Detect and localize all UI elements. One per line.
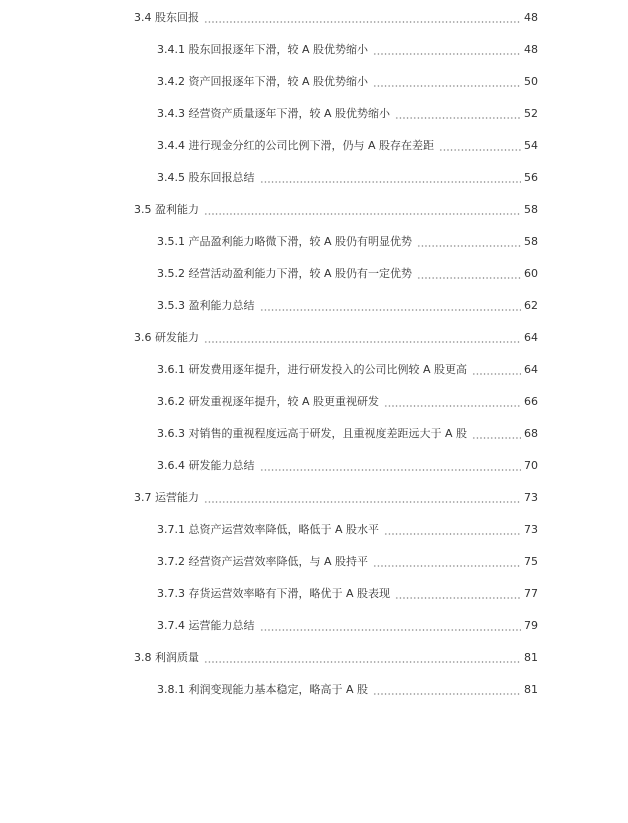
toc-page-number: 56	[524, 171, 538, 184]
toc-entry-label	[157, 297, 257, 315]
toc-entry-label	[157, 425, 469, 443]
dot-leader	[395, 585, 521, 603]
toc-entry-number: 3.5.1	[157, 235, 185, 248]
toc-subsection-entry[interactable]	[157, 73, 538, 91]
toc-entry-title: 盈利能力总结	[188, 299, 255, 312]
toc-subsection-entry[interactable]	[157, 361, 538, 379]
toc-entry-label	[157, 105, 392, 123]
toc-page-number: 62	[524, 299, 538, 312]
toc-section-entry[interactable]	[134, 489, 538, 507]
dot-leader	[472, 425, 521, 443]
toc-entry-label	[157, 393, 381, 411]
toc-page-number: 52	[524, 107, 538, 120]
toc-entry-number: 3.5	[134, 203, 152, 216]
toc-page-number: 81	[524, 651, 538, 664]
toc-entry-number: 3.5.3	[157, 299, 185, 312]
toc-entry-label	[157, 457, 257, 475]
dot-leader	[373, 73, 521, 91]
toc-entry-label	[157, 585, 392, 603]
toc-entry-title: 存货运营效率略有下滑，略优于 A 股表现	[188, 587, 391, 600]
toc-entry-label	[157, 553, 370, 571]
toc-page-number: 54	[524, 139, 538, 152]
dot-leader	[384, 393, 521, 411]
toc-page-number: 77	[524, 587, 538, 600]
toc-entry-label	[157, 617, 257, 635]
toc-entry-title: 股东回报	[155, 11, 199, 24]
toc-entry-label	[157, 41, 370, 59]
dot-leader	[204, 649, 521, 667]
toc-entry-number: 3.6.4	[157, 459, 185, 472]
toc-subsection-entry[interactable]	[157, 393, 538, 411]
dot-leader	[373, 681, 521, 699]
toc-subsection-entry[interactable]	[157, 169, 538, 187]
dot-leader	[204, 329, 521, 347]
toc-page-number: 75	[524, 555, 538, 568]
toc-entry-number: 3.6.3	[157, 427, 185, 440]
toc-section-entry[interactable]	[134, 329, 538, 347]
toc-subsection-entry[interactable]	[157, 617, 538, 635]
toc-subsection-entry[interactable]	[157, 425, 538, 443]
toc-page-number: 66	[524, 395, 538, 408]
toc-entry-title: 研发能力总结	[188, 459, 255, 472]
toc-entry-label	[157, 233, 414, 251]
toc-entry-title: 运营能力	[155, 491, 199, 504]
toc-entry-title: 利润质量	[155, 651, 199, 664]
toc-section-entry[interactable]	[134, 649, 538, 667]
toc-entry-number: 3.8.1	[157, 683, 185, 696]
toc-page-number: 48	[524, 43, 538, 56]
toc-entry-number: 3.7.4	[157, 619, 185, 632]
toc-entry-title: 经营资产运营效率降低，与 A 股持平	[188, 555, 369, 568]
toc-entry-label	[157, 265, 414, 283]
toc-entry-number: 3.7	[134, 491, 152, 504]
toc-entry-title: 研发能力	[155, 331, 199, 344]
toc-subsection-entry[interactable]	[157, 105, 538, 123]
toc-page-number: 73	[524, 491, 538, 504]
toc-page-number: 64	[524, 363, 538, 376]
toc-entry-number: 3.8	[134, 651, 152, 664]
toc-entry-label	[157, 681, 370, 699]
toc-page-number: 79	[524, 619, 538, 632]
toc-page-number: 58	[524, 203, 538, 216]
toc-subsection-entry[interactable]	[157, 521, 538, 539]
toc-section-entry[interactable]	[134, 201, 538, 219]
toc-entry-title: 经营资产质量逐年下滑，较 A 股优势缩小	[188, 107, 391, 120]
toc-subsection-entry[interactable]	[157, 681, 538, 699]
toc-entry-title: 资产回报逐年下滑，较 A 股优势缩小	[188, 75, 369, 88]
toc-entry-title: 产品盈利能力略微下滑，较 A 股仍有明显优势	[188, 235, 413, 248]
toc-page-number: 64	[524, 331, 538, 344]
toc-entry-title: 盈利能力	[155, 203, 199, 216]
dot-leader	[472, 361, 521, 379]
toc-entry-title: 进行现金分红的公司比例下滑，仍与 A 股存在差距	[188, 139, 435, 152]
toc-page-number: 60	[524, 267, 538, 280]
toc-entry-title: 总资产运营效率降低，略低于 A 股水平	[188, 523, 380, 536]
toc-entry-title: 对销售的重视程度远高于研发，且重视度差距远大于 A 股	[188, 427, 468, 440]
toc-entry-title: 运营能力总结	[188, 619, 255, 632]
toc-entry-number: 3.7.1	[157, 523, 185, 536]
toc-entry-label	[157, 521, 381, 539]
toc-page-number: 50	[524, 75, 538, 88]
dot-leader	[204, 201, 521, 219]
toc-entry-label	[134, 329, 201, 347]
toc-entry-number: 3.7.2	[157, 555, 185, 568]
toc-entry-label	[157, 73, 370, 91]
dot-leader	[373, 41, 521, 59]
dot-leader	[417, 233, 521, 251]
toc-subsection-entry[interactable]	[157, 41, 538, 59]
dot-leader	[373, 553, 521, 571]
toc-entry-number: 3.4.4	[157, 139, 185, 152]
toc-entry-number: 3.5.2	[157, 267, 185, 280]
toc-entry-number: 3.6	[134, 331, 152, 344]
toc-subsection-entry[interactable]	[157, 265, 538, 283]
dot-leader	[260, 617, 522, 635]
dot-leader	[384, 521, 521, 539]
toc-entry-number: 3.4.5	[157, 171, 185, 184]
toc-entry-label	[134, 9, 201, 27]
toc-entry-title: 研发费用逐年提升，进行研发投入的公司比例较 A 股更高	[188, 363, 468, 376]
toc-entry-title: 经营活动盈利能力下滑，较 A 股仍有一定优势	[188, 267, 413, 280]
toc-entry-title: 利润变现能力基本稳定，略高于 A 股	[188, 683, 369, 696]
toc-page-number: 73	[524, 523, 538, 536]
dot-leader	[260, 297, 522, 315]
dot-leader	[204, 9, 521, 27]
toc-subsection-entry[interactable]	[157, 457, 538, 475]
toc-page-number: 70	[524, 459, 538, 472]
toc-subsection-entry[interactable]	[157, 233, 538, 251]
toc-entry-number: 3.4.3	[157, 107, 185, 120]
toc-entry-number: 3.7.3	[157, 587, 185, 600]
dot-leader	[260, 457, 522, 475]
toc-subsection-entry[interactable]	[157, 585, 538, 603]
toc-entry-number: 3.6.2	[157, 395, 185, 408]
toc-page-number: 58	[524, 235, 538, 248]
toc-entry-number: 3.4.2	[157, 75, 185, 88]
toc-page-number: 81	[524, 683, 538, 696]
dot-leader	[439, 137, 521, 155]
toc-subsection-entry[interactable]	[157, 297, 538, 315]
toc-entry-title: 研发重视逐年提升，较 A 股更重视研发	[188, 395, 380, 408]
toc-entry-label	[157, 361, 469, 379]
dot-leader	[417, 265, 521, 283]
toc-page-number: 68	[524, 427, 538, 440]
toc-entry-label	[157, 169, 257, 187]
toc-entry-label	[134, 649, 201, 667]
toc-entry-number: 3.4	[134, 11, 152, 24]
dot-leader	[204, 489, 521, 507]
toc-entry-label	[134, 489, 201, 507]
toc-entry-title: 股东回报逐年下滑，较 A 股优势缩小	[188, 43, 369, 56]
dot-leader	[395, 105, 521, 123]
toc-subsection-entry[interactable]	[157, 137, 538, 155]
toc-entry-number: 3.6.1	[157, 363, 185, 376]
toc-entry-number: 3.4.1	[157, 43, 185, 56]
toc-entry-label	[134, 201, 201, 219]
toc-entry-title: 股东回报总结	[188, 171, 255, 184]
toc-section-entry[interactable]	[134, 9, 538, 27]
toc-page-number: 48	[524, 11, 538, 24]
toc-subsection-entry[interactable]	[157, 553, 538, 571]
toc-entry-label	[157, 137, 436, 155]
dot-leader	[260, 169, 522, 187]
